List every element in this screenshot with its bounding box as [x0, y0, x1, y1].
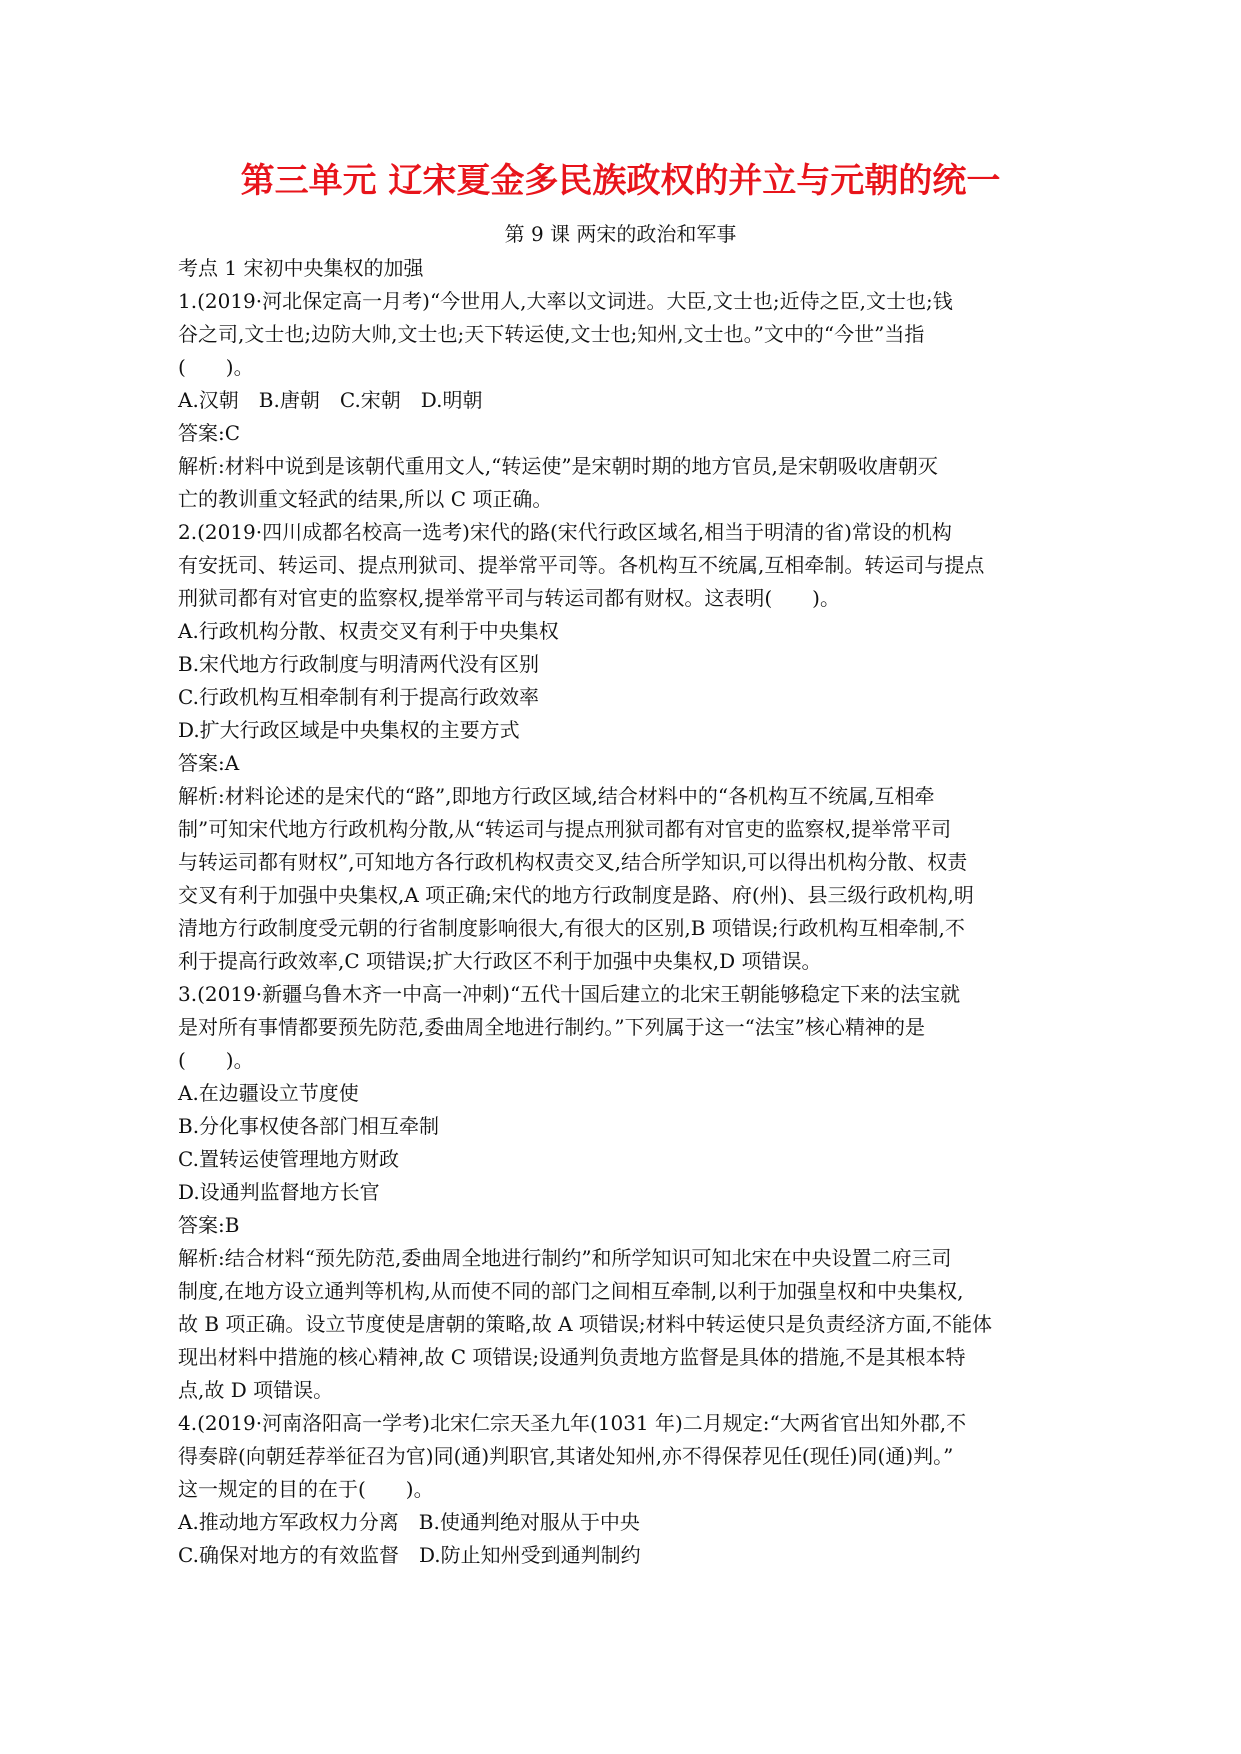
- explanation-3-line: 现出材料中措施的核心精神,故 C 项错误;设通判负责地方监督是具体的措施,不是其根本特: [178, 1345, 966, 1369]
- explanation-2-line: 与转运司都有财权”,可知地方各行政机构权责交叉,结合所学知识,可以得出机构分散、权责: [178, 850, 968, 874]
- question-2-line: 有安抚司、转运司、提点刑狱司、提举常平司等。各机构互不统属,互相牵制。转运司与提点: [178, 553, 985, 577]
- question-3-line: 3.(2019·新疆乌鲁木齐一中高一冲刺)“五代十国后建立的北宋王朝能够稳定下来的法宝就: [178, 982, 961, 1006]
- explanation-3-line: 点,故 D 项错误。: [178, 1378, 334, 1402]
- explanation-1-line: 解析:材料中说到是该朝代重用文人,“转运使”是宋朝时期的地方官员,是宋朝吸收唐朝灭: [178, 454, 938, 478]
- question-3-option: B.分化事权使各部门相互牵制: [178, 1114, 440, 1138]
- explanation-2-line: 清地方行政制度受元朝的行省制度影响很大,有很大的区别,B 项错误;行政机构互相牵制,不: [178, 916, 965, 940]
- question-2-option: D.扩大行政区域是中央集权的主要方式: [178, 718, 520, 742]
- explanation-3-line: 故 B 项正确。设立节度使是唐朝的策略,故 A 项错误;材料中转运使只是负责经济方面,不能体: [178, 1312, 993, 1336]
- answer-2: 答案:A: [178, 751, 240, 775]
- question-1-options: A.汉朝 B.唐朝 C.宋朝 D.明朝: [178, 388, 483, 412]
- question-1-line: 谷之司,文士也;边防大帅,文士也;天下转运使,文士也;知州,文士也。”文中的“今世”当指: [178, 322, 925, 346]
- lesson-subtitle: 第 9 课 两宋的政治和军事: [504, 222, 737, 246]
- explanation-3-line: 解析:结合材料“预先防范,委曲周全地进行制约”和所学知识可知北宋在中央设置二府三司: [178, 1246, 952, 1270]
- explanation-2-line: 解析:材料论述的是宋代的“路”,即地方行政区域,结合材料中的“各机构互不统属,互相牵: [178, 784, 935, 808]
- question-2-line: 2.(2019·四川成都名校高一选考)宋代的路(宋代行政区域名,相当于明清的省)常设的机构: [178, 520, 952, 544]
- question-3-option: C.置转运使管理地方财政: [178, 1147, 399, 1171]
- question-3-line: 是对所有事情都要预先防范,委曲周全地进行制约。”下列属于这一“法宝”核心精神的是: [178, 1015, 926, 1039]
- answer-3: 答案:B: [178, 1213, 240, 1237]
- explanation-3-line: 制度,在地方设立通判等机构,从而使不同的部门之间相互牵制,以利于加强皇权和中央集权,: [178, 1279, 964, 1303]
- question-3-option: A.在边疆设立节度使: [178, 1081, 359, 1105]
- answer-1: 答案:C: [178, 421, 241, 445]
- document-body: [178, 252, 1070, 1572]
- question-1-line: 1.(2019·河北保定高一月考)“今世用人,大率以文词进。大臣,文士也;近侍之臣,文士也;钱: [178, 289, 953, 313]
- question-2-option: A.行政机构分散、权责交叉有利于中央集权: [178, 619, 559, 643]
- question-3-option: D.设通判监督地方长官: [178, 1180, 380, 1204]
- question-4-options: C.确保对地方的有效监督 D.防止知州受到通判制约: [178, 1543, 641, 1567]
- question-4-line: 这一规定的目的在于( )。: [178, 1477, 434, 1501]
- explanation-2-line: 制”可知宋代地方行政机构分散,从“转运司与提点刑狱司都有对官吏的监察权,提举常平司: [178, 817, 952, 841]
- section-heading: 考点 1 宋初中央集权的加强: [178, 256, 424, 280]
- question-4-line: 得奏辟(向朝廷荐举征召为官)同(通)判职官,其诸处知州,亦不得保荐见任(现任)同(通)判。”: [178, 1444, 954, 1468]
- question-2-option: C.行政机构互相牵制有利于提高行政效率: [178, 685, 539, 709]
- explanation-2-line: 交叉有利于加强中央集权,A 项正确;宋代的地方行政制度是路、府(州)、县三级行政机构,明: [178, 883, 974, 907]
- question-2-option: B.宋代地方行政制度与明清两代没有区别: [178, 652, 540, 676]
- unit-title: 第三单元 辽宋夏金多民族政权的并立与元朝的统一: [240, 161, 1001, 201]
- explanation-2-line: 利于提高行政效率,C 项错误;扩大行政区不利于加强中央集权,D 项错误。: [178, 949, 822, 973]
- question-4-options: A.推动地方军政权力分离 B.使通判绝对服从于中央: [178, 1510, 640, 1534]
- explanation-1-line: 亡的教训重文轻武的结果,所以 C 项正确。: [178, 487, 553, 511]
- question-4-line: 4.(2019·河南洛阳高一学考)北宋仁宗天圣九年(1031 年)二月规定:“大两省官出知外郡,不: [178, 1411, 967, 1435]
- question-3-line: ( )。: [178, 1048, 254, 1072]
- question-2-line: 刑狱司都有对官吏的监察权,提举常平司与转运司都有财权。这表明( )。: [178, 586, 840, 610]
- question-1-line: ( )。: [178, 355, 254, 379]
